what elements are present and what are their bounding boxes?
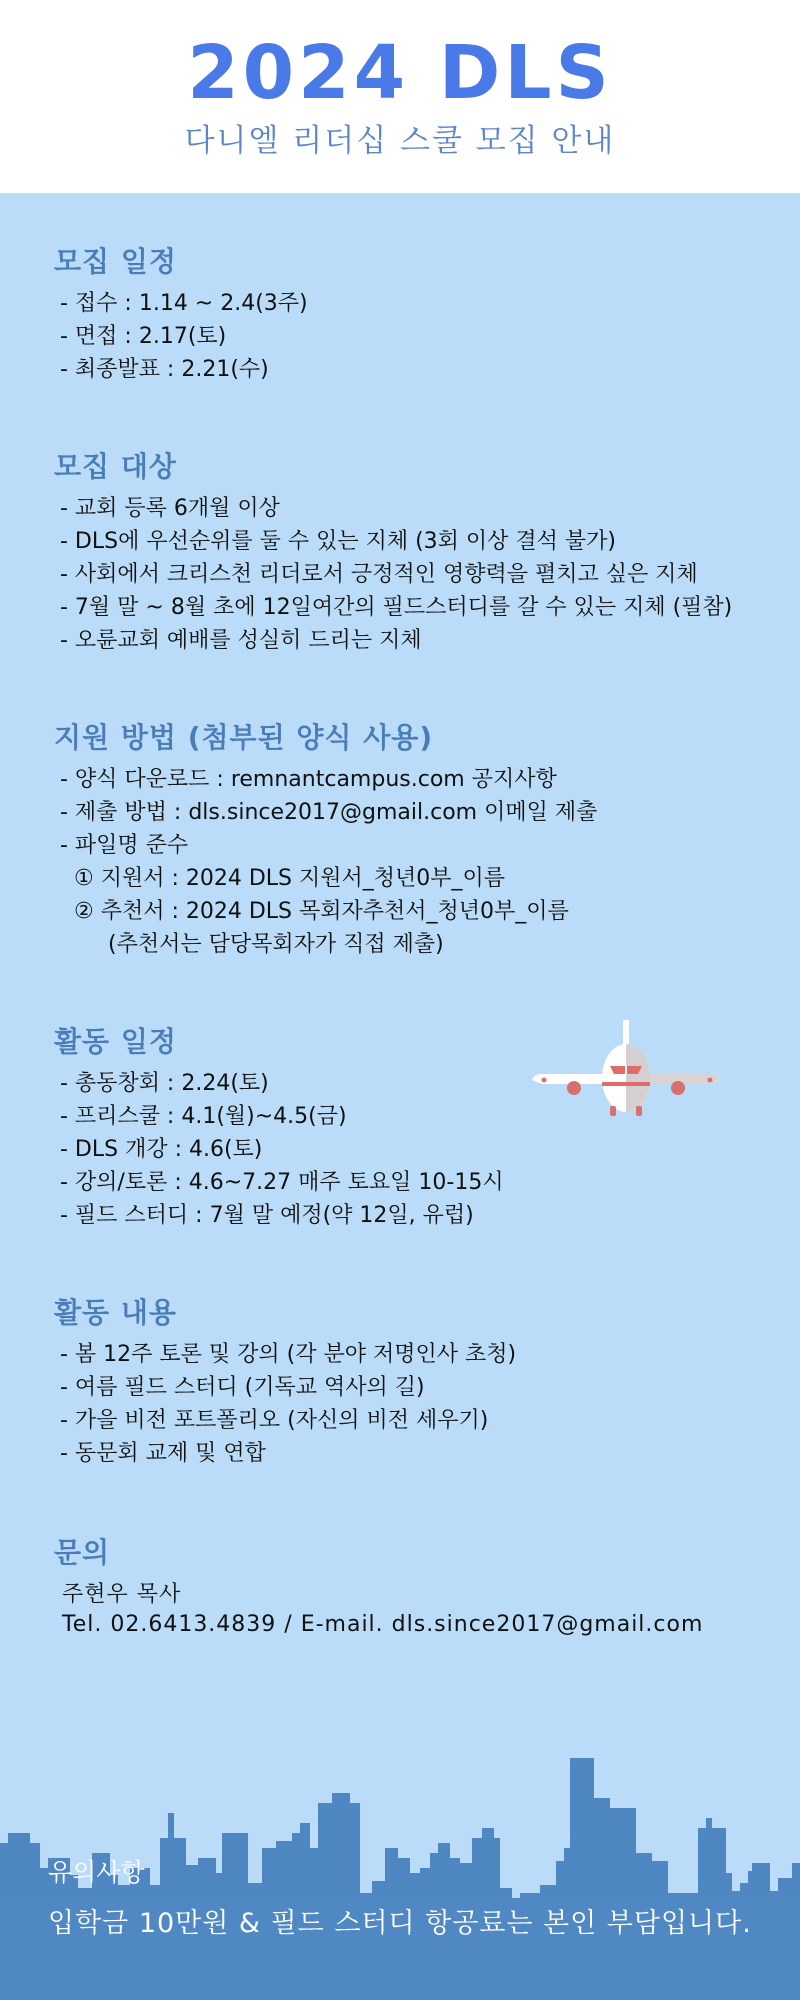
- notice-text: 입학금 10만원 & 필드 스터디 항공료는 본인 부담입니다.: [48, 1908, 752, 1939]
- list-item: - DLS에 우선순위를 둘 수 있는 지체 (3회 이상 결석 불가): [60, 529, 616, 554]
- section-title: 활동 내용: [54, 1296, 177, 1329]
- city-skyline: [0, 1653, 800, 2000]
- contact-info: Tel. 02.6413.4839 / E-mail. dls.since2017@gmail.com: [62, 1612, 704, 1637]
- list-item: - 접수 : 1.14 ~ 2.4(3주): [60, 291, 308, 316]
- list-item: - 7월 말 ~ 8월 초에 12일여간의 필드스터디를 갈 수 있는 지체 (필참): [60, 595, 733, 620]
- list-item: - 총동창회 : 2.24(토): [60, 1071, 269, 1096]
- list-item: - 봄 12주 토론 및 강의 (각 분야 저명인사 초청): [60, 1342, 517, 1367]
- section-title: 활동 일정: [54, 1025, 177, 1058]
- notice-label: 유의사항: [48, 1858, 145, 1887]
- list-item: - 강의/토론 : 4.6~7.27 매주 토요일 10-15시: [60, 1170, 504, 1195]
- list-item: - 파일명 준수: [60, 833, 189, 858]
- list-item: - 여름 필드 스터디 (기독교 역사의 길): [60, 1375, 425, 1400]
- list-item: ② 추천서 : 2024 DLS 목회자추천서_청년0부_이름: [74, 899, 569, 924]
- list-item: - 사회에서 크리스천 리더로서 긍정적인 영향력을 펼치고 싶은 지체: [60, 562, 698, 587]
- section-title: 모집 대상: [54, 450, 177, 483]
- page-subtitle: 다니엘 리더십 스쿨 모집 안내: [184, 123, 616, 159]
- list-item: - 최종발표 : 2.21(수): [60, 357, 269, 382]
- list-item: - 가을 비전 포트폴리오 (자신의 비전 세우기): [60, 1408, 489, 1433]
- list-item: - DLS 개강 : 4.6(토): [60, 1137, 263, 1162]
- list-item: ① 지원서 : 2024 DLS 지원서_청년0부_이름: [74, 866, 506, 891]
- header: [0, 0, 800, 193]
- section-title: 문의: [54, 1536, 111, 1569]
- list-item: - 프리스쿨 : 4.1(월)~4.5(금): [60, 1104, 347, 1129]
- page-title: 2024 DLS: [187, 30, 613, 116]
- list-item: - 필드 스터디 : 7월 말 예정(약 12일, 유럽): [60, 1203, 474, 1228]
- section-title: 지원 방법 (첨부된 양식 사용): [54, 721, 434, 754]
- list-item: - 교회 등록 6개월 이상: [60, 496, 280, 521]
- contact-name: 주현우 목사: [62, 1582, 182, 1607]
- main-content: [0, 193, 800, 2000]
- section-title: 모집 일정: [54, 245, 177, 278]
- list-item: - 오륜교회 예배를 성실히 드리는 지체: [60, 628, 422, 653]
- list-item: - 면접 : 2.17(토): [60, 324, 227, 349]
- list-item: - 동문회 교제 및 연합: [60, 1441, 266, 1466]
- list-item: - 양식 다운로드 : remnantcampus.com 공지사항: [60, 767, 557, 792]
- list-item: (추천서는 담당목회자가 직접 제출): [108, 932, 444, 957]
- list-item: - 제출 방법 : dls.since2017@gmail.com 이메일 제출: [60, 800, 598, 825]
- airplane-icon: [530, 1018, 722, 1118]
